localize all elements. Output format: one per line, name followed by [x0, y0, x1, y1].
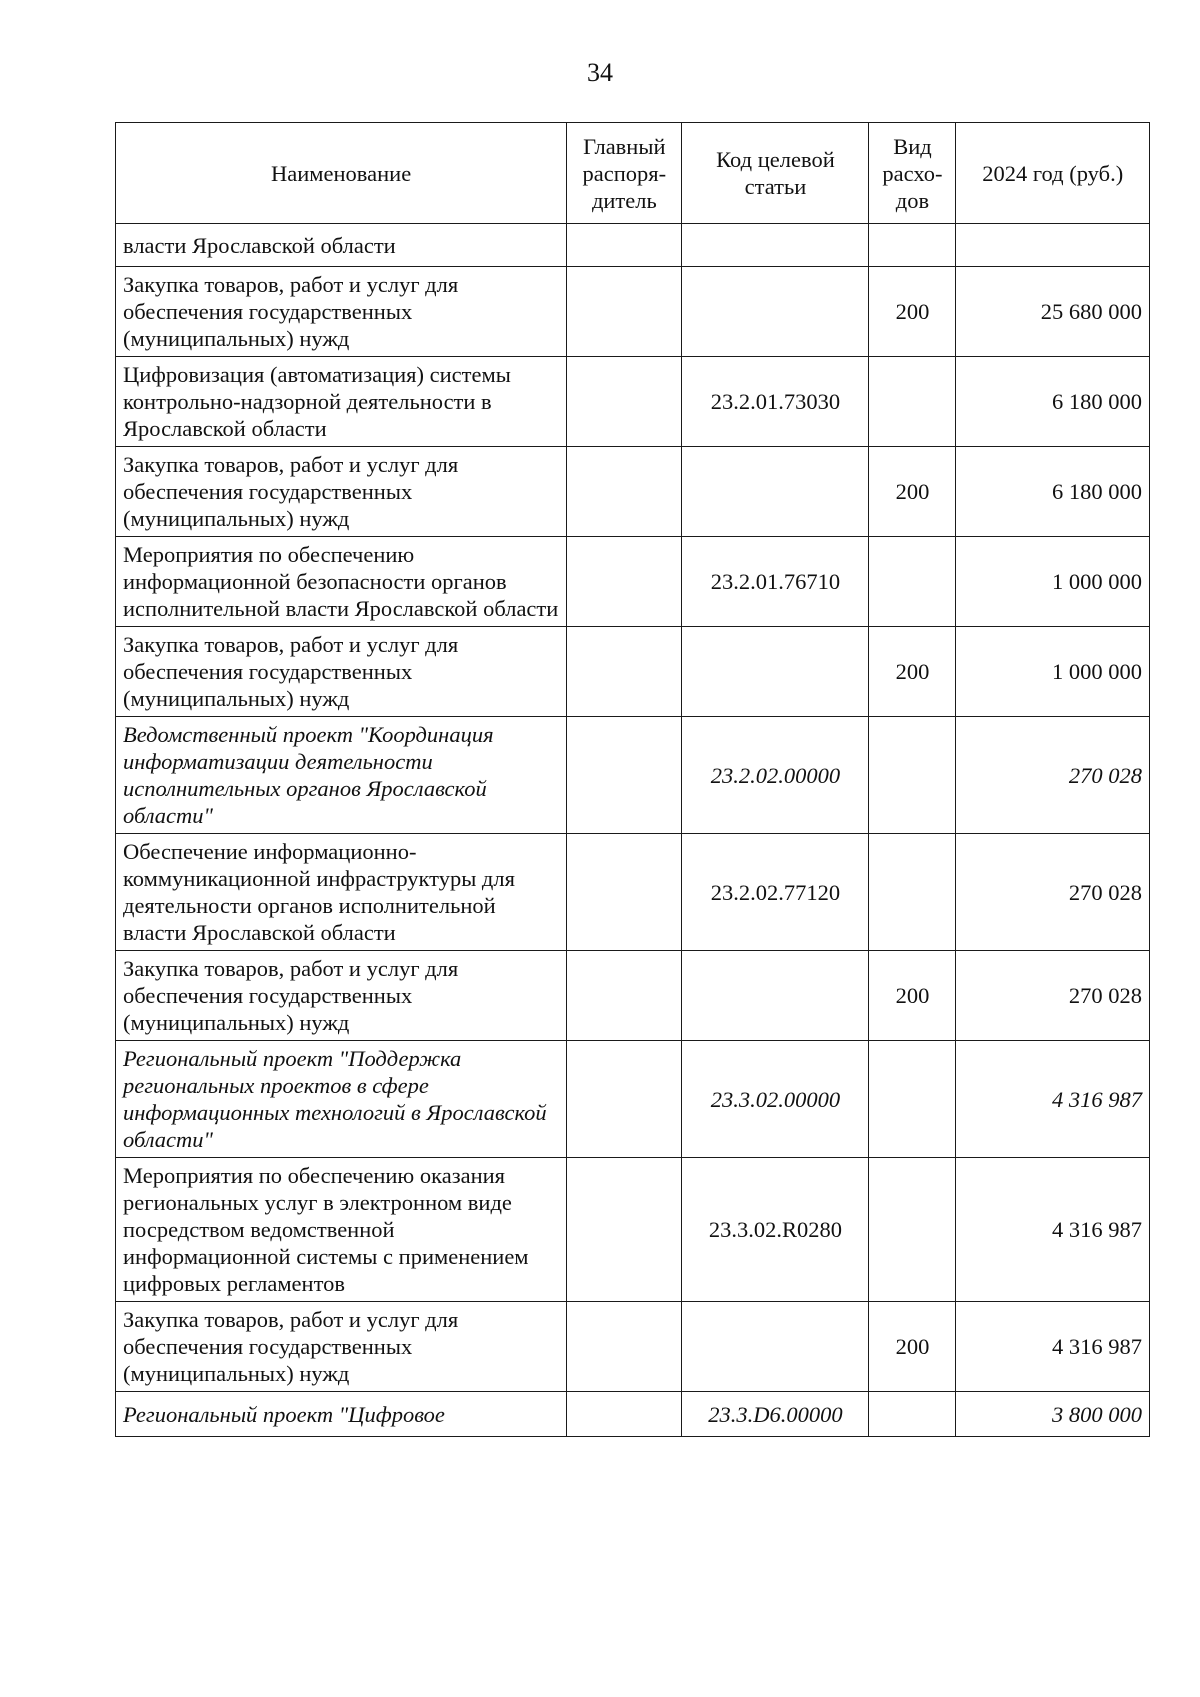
- table-row-project: [116, 1392, 1150, 1437]
- row-manager: [567, 1041, 682, 1158]
- header-manager: Главный распоря-дитель: [567, 123, 682, 224]
- table-row: [116, 627, 1150, 717]
- row-code: [682, 224, 869, 267]
- table-row-project: [116, 717, 1150, 834]
- row-code: 23.2.02.00000: [682, 717, 869, 834]
- table-row: [116, 224, 1150, 267]
- row-name: Закупка товаров, работ и услуг для обеспечения государственных (муниципальных) нужд: [116, 267, 567, 357]
- row-manager: [567, 627, 682, 717]
- row-type: 200: [869, 627, 956, 717]
- row-type: [869, 1041, 956, 1158]
- row-code: [682, 447, 869, 537]
- row-amount: 270 028: [956, 951, 1150, 1041]
- table-row: [116, 267, 1150, 357]
- row-manager: [567, 717, 682, 834]
- row-manager: [567, 267, 682, 357]
- header-name: Наименование: [116, 123, 567, 224]
- row-code: [682, 627, 869, 717]
- budget-table: [115, 122, 1150, 1437]
- row-type: [869, 834, 956, 951]
- table-header-row: [116, 123, 1150, 224]
- row-amount: 3 800 000: [956, 1392, 1150, 1437]
- row-manager: [567, 834, 682, 951]
- table-row: [116, 1158, 1150, 1302]
- row-code: [682, 951, 869, 1041]
- row-manager: [567, 1392, 682, 1437]
- row-type: 200: [869, 951, 956, 1041]
- table-row: [116, 834, 1150, 951]
- row-type: [869, 1158, 956, 1302]
- table-row: [116, 951, 1150, 1041]
- row-code: [682, 267, 869, 357]
- row-amount: [956, 224, 1150, 267]
- row-code: 23.2.01.73030: [682, 357, 869, 447]
- row-amount: 1 000 000: [956, 627, 1150, 717]
- row-type: 200: [869, 447, 956, 537]
- row-name: Закупка товаров, работ и услуг для обеспечения государственных (муниципальных) нужд: [116, 627, 567, 717]
- row-code: 23.2.01.76710: [682, 537, 869, 627]
- row-manager: [567, 447, 682, 537]
- row-name: Закупка товаров, работ и услуг для обеспечения государственных (муниципальных) нужд: [116, 447, 567, 537]
- header-amount: 2024 год (руб.): [956, 123, 1150, 224]
- row-amount: 4 316 987: [956, 1302, 1150, 1392]
- row-name: Региональный проект "Поддержка региональных проектов в сфере информационных технологий в Ярославской области": [116, 1041, 567, 1158]
- row-name: Обеспечение информационно-коммуникационной инфраструктуры для деятельности органов исполнительной власти Ярославской области: [116, 834, 567, 951]
- row-name: власти Ярославской области: [116, 224, 567, 267]
- row-name: Мероприятия по обеспечению информационной безопасности органов исполнительной власти Ярославской области: [116, 537, 567, 627]
- row-type: [869, 537, 956, 627]
- row-name: Закупка товаров, работ и услуг для обеспечения государственных (муниципальных) нужд: [116, 951, 567, 1041]
- table-row: [116, 537, 1150, 627]
- page-number: 34: [587, 58, 613, 87]
- row-code: [682, 1302, 869, 1392]
- row-name: Закупка товаров, работ и услуг для обеспечения государственных (муниципальных) нужд: [116, 1302, 567, 1392]
- row-type: [869, 1392, 956, 1437]
- row-manager: [567, 1302, 682, 1392]
- row-type: [869, 224, 956, 267]
- row-type: [869, 357, 956, 447]
- table-row: [116, 1302, 1150, 1392]
- table-row-project: [116, 1041, 1150, 1158]
- row-code: 23.2.02.77120: [682, 834, 869, 951]
- row-code: 23.3.02.R0280: [682, 1158, 869, 1302]
- table-row: [116, 357, 1150, 447]
- row-amount: 6 180 000: [956, 447, 1150, 537]
- row-name: Региональный проект "Цифровое: [116, 1392, 567, 1437]
- row-manager: [567, 357, 682, 447]
- header-type: Вид расхо-дов: [869, 123, 956, 224]
- row-type: 200: [869, 1302, 956, 1392]
- table-row: [116, 447, 1150, 537]
- row-type: 200: [869, 267, 956, 357]
- row-name: Цифровизация (автоматизация) системы контрольно-надзорной деятельности в Ярославской области: [116, 357, 567, 447]
- row-type: [869, 717, 956, 834]
- row-amount: 270 028: [956, 834, 1150, 951]
- row-amount: 4 316 987: [956, 1041, 1150, 1158]
- row-name: Мероприятия по обеспечению оказания региональных услуг в электронном виде посредством ведомственной информационной системы с применением цифровых регламентов: [116, 1158, 567, 1302]
- row-code: 23.3.D6.00000: [682, 1392, 869, 1437]
- row-name: Ведомственный проект "Координация информатизации деятельности исполнительных органов Ярославской области": [116, 717, 567, 834]
- row-manager: [567, 1158, 682, 1302]
- row-amount: 1 000 000: [956, 537, 1150, 627]
- row-code: 23.3.02.00000: [682, 1041, 869, 1158]
- row-amount: 6 180 000: [956, 357, 1150, 447]
- row-manager: [567, 951, 682, 1041]
- row-amount: 4 316 987: [956, 1158, 1150, 1302]
- header-code: Код целевой статьи: [682, 123, 869, 224]
- row-amount: 270 028: [956, 717, 1150, 834]
- row-manager: [567, 537, 682, 627]
- row-amount: 25 680 000: [956, 267, 1150, 357]
- row-manager: [567, 224, 682, 267]
